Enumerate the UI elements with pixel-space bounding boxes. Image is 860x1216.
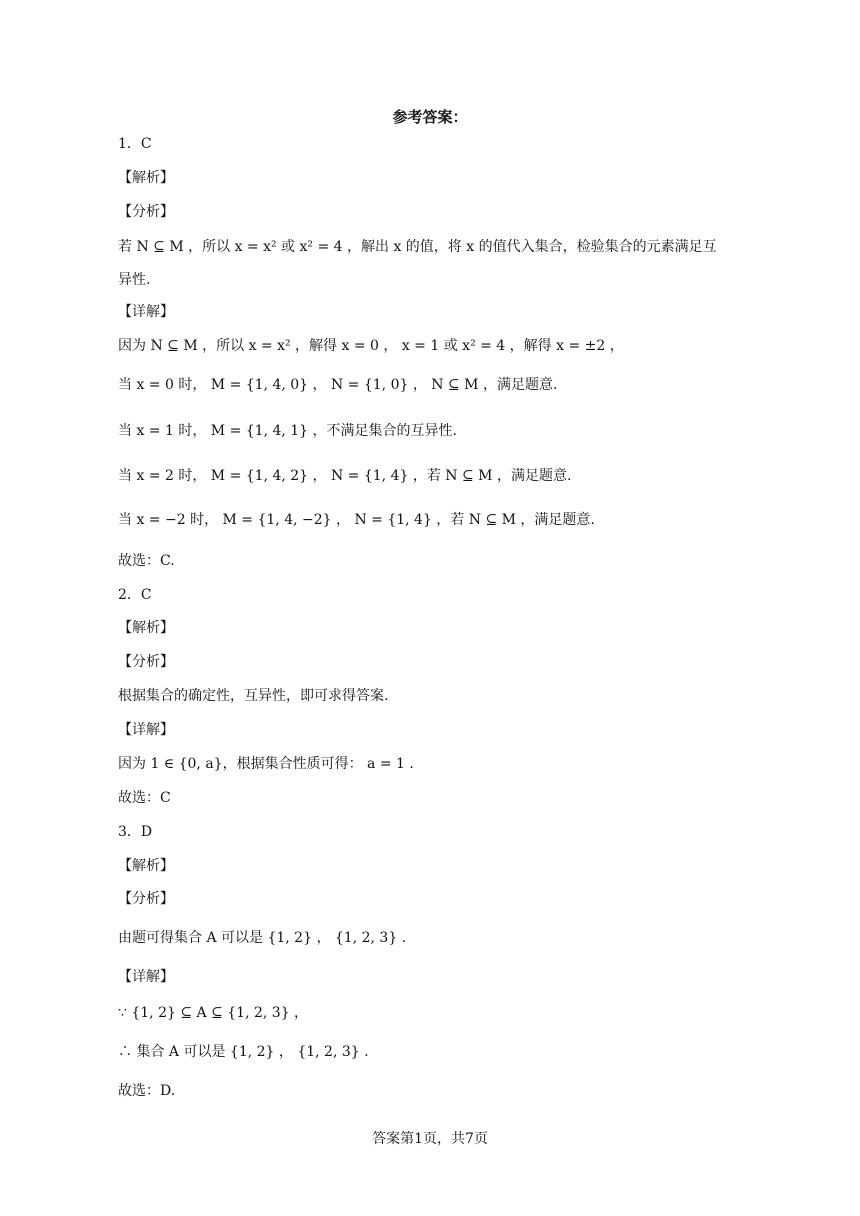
q3-solution-line-2: ∴ 集合 A 可以是 {1, 2} ， {1, 2, 3} . xyxy=(118,1044,369,1060)
page-title: 参考答案： xyxy=(392,108,468,126)
q1-jiexi-heading: 【解析】 xyxy=(118,170,174,186)
q2-solution-line-1: 因为 1 ∈ {0, a}，根据集合性质可得： a = 1 . xyxy=(118,756,414,772)
page-footer: 答案第1页，共7页 xyxy=(372,1131,488,1147)
q1-solution-line-5: 当 x = −2 时， M = {1, 4, −2} ， N = {1, 4} ，若 N ⊆ M ，满足题意. xyxy=(118,512,595,528)
q1-answer: 故选：C. xyxy=(118,553,175,569)
q3-analysis: 由题可得集合 A 可以是 {1, 2} ， {1, 2, 3} . xyxy=(118,930,407,946)
q3-solution-line-1: ∵ {1, 2} ⊆ A ⊆ {1, 2, 3} ， xyxy=(118,1005,309,1021)
q3-xiangjie-heading: 【详解】 xyxy=(118,969,174,985)
q3-fenxi-heading: 【分析】 xyxy=(118,891,174,907)
q3-number: 3．D xyxy=(118,824,153,840)
q1-analysis-line-1: 若 N ⊆ M ，所以 x = x² 或 x² = 4 ，解出 x 的值，将 x 的值代入集合，检验集合的元素满足互 xyxy=(118,239,717,255)
q3-jiexi-heading: 【解析】 xyxy=(118,858,174,874)
q1-analysis-line-2: 异性. xyxy=(118,272,151,288)
q1-fenxi-heading: 【分析】 xyxy=(118,204,174,220)
q2-jiexi-heading: 【解析】 xyxy=(118,620,174,636)
q1-solution-line-3: 当 x = 1 时， M = {1, 4, 1} ，不满足集合的互异性. xyxy=(118,423,457,439)
q2-fenxi-heading: 【分析】 xyxy=(118,654,174,670)
q3-answer: 故选：D. xyxy=(118,1083,176,1099)
q1-solution-line-2: 当 x = 0 时， M = {1, 4, 0} ， N = {1, 0} ， N ⊆ M ，满足题意. xyxy=(118,377,558,393)
q1-xiangjie-heading: 【详解】 xyxy=(118,304,174,320)
q2-number: 2．C xyxy=(118,587,152,603)
q2-answer: 故选：C xyxy=(118,790,171,806)
q1-solution-line-4: 当 x = 2 时， M = {1, 4, 2} ， N = {1, 4} ，若 N ⊆ M ，满足题意. xyxy=(118,468,572,484)
q1-solution-line-1: 因为 N ⊆ M ，所以 x = x² ，解得 x = 0 ， x = 1 或 x² = 4 ，解得 x = ±2 ， xyxy=(118,338,624,354)
q1-number: 1．C xyxy=(118,136,152,152)
q2-xiangjie-heading: 【详解】 xyxy=(118,722,174,738)
q2-analysis: 根据集合的确定性，互异性，即可求得答案. xyxy=(118,688,389,704)
